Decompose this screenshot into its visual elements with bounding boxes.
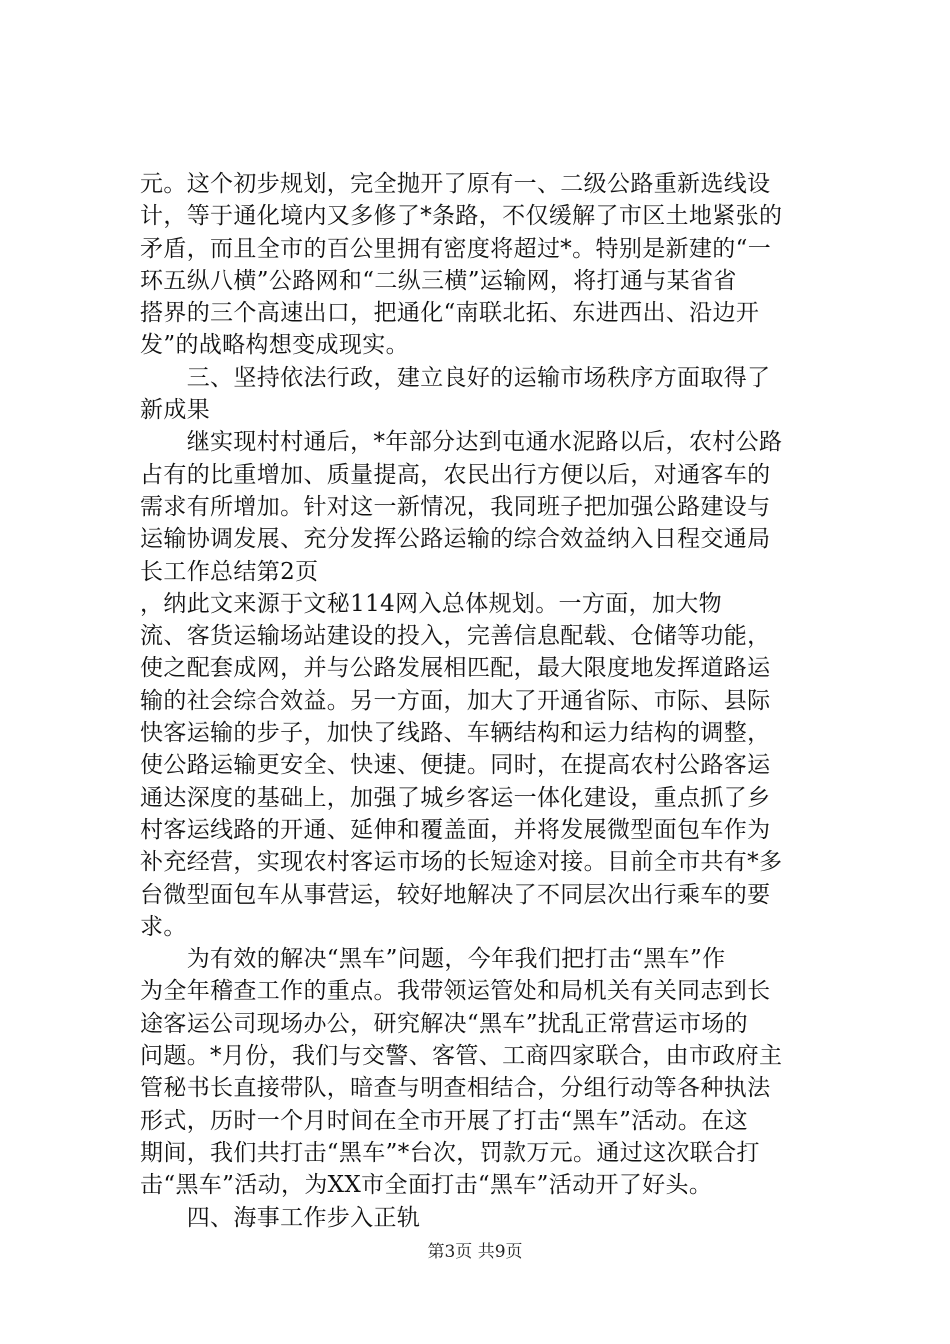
text-line: 村客运线路的开通、延伸和覆盖面，并将发展微型面包车作为 [140,816,771,843]
text-line: 环五纵八横”公路网和“二纵三横”运输网，将打通与某省省 [140,267,737,294]
text-line: 形式，历时一个月时间在全市开展了打击“黑车”活动。在这 [140,1107,748,1134]
text-line: 矛盾，而且全市的百公里拥有密度将超过*。特别是新建的“一 [140,235,772,262]
text-line: 元。这个初步规划，完全抛开了原有一、二级公路重新选线设 [140,171,771,197]
text-line: ，纳此文来源于文秘114网入总体规划。一方面，加大物 [140,590,722,617]
text-line: 流、客货运输场站建设的投入，完善信息配载、仓储等功能， [140,623,771,650]
text-line: 输的社会综合效益。另一方面，加大了开通省际、市际、县际 [140,687,771,714]
text-line: 补充经营，实现农村客运市场的长短途对接。目前全市共有*多 [140,849,783,876]
text-line: 为有效的解决“黑车”问题，今年我们把打击“黑车”作 [140,946,726,973]
text-line: 继实现村村通后，*年部分达到屯通水泥路以后，农村公路 [140,429,783,456]
text-line: 新成果 [140,397,211,424]
text-line: 为全年稽查工作的重点。我带领运管处和局机关有关同志到长 [140,978,771,1005]
text-line: 发”的战略构想变成现实。 [140,332,409,359]
text-line: 运输协调发展、充分发挥公路运输的综合效益纳入日程交通局 [140,526,771,553]
text-line: 台微型面包车从事营运，较好地解决了不同层次出行乘车的要 [140,881,771,908]
text-line: 搭界的三个高速出口，把通化“南联北拓、东进西出、沿边开 [140,300,760,327]
text-line: 四、海事工作步入正轨 [140,1204,421,1231]
text-line: 需求有所增加。针对这一新情况，我同班子把加强公路建设与 [140,493,771,520]
document-body [140,168,820,1234]
text-line: 使公路运输更安全、快速、便捷。同时，在提高农村公路客运 [140,752,771,779]
text-line: 管秘书长直接带队，暗查与明查相结合，分组行动等各种执法 [140,1075,771,1102]
text-line: 期间，我们共打击“黑车”*台次，罚款万元。通过这次联合打 [140,1139,760,1166]
text-line: 长工作总结第2页 [140,558,319,585]
text-line: 求。 [140,913,187,940]
text-line: 使之配套成网，并与公路发展相匹配，最大限度地发挥道路运 [140,655,771,682]
text-line: 占有的比重增加、质量提高，农民出行方便以后，对通客车的 [140,461,771,488]
text-line: 三、坚持依法行政，建立良好的运输市场秩序方面取得了 [140,364,771,391]
text-line: 问题。*月份，我们与交警、客管、工商四家联合，由市政府主 [140,1043,783,1070]
page-footer: 第3页 共9页 [427,1242,523,1262]
text-line: 快客运输的步子，加快了线路、车辆结构和运力结构的调整， [140,720,771,747]
text-line: 途客运公司现场办公，研究解决“黑车”扰乱正常营运市场的 [140,1010,748,1037]
text-line: 通达深度的基础上，加强了城乡客运一体化建设，重点抓了乡 [140,784,771,811]
text-line: 计，等于通化境内又多修了*条路，不仅缓解了市区土地紧张的 [140,203,783,230]
text-line: 击“黑车”活动，为XX市全面打击“黑车”活动开了好头。 [140,1172,713,1199]
